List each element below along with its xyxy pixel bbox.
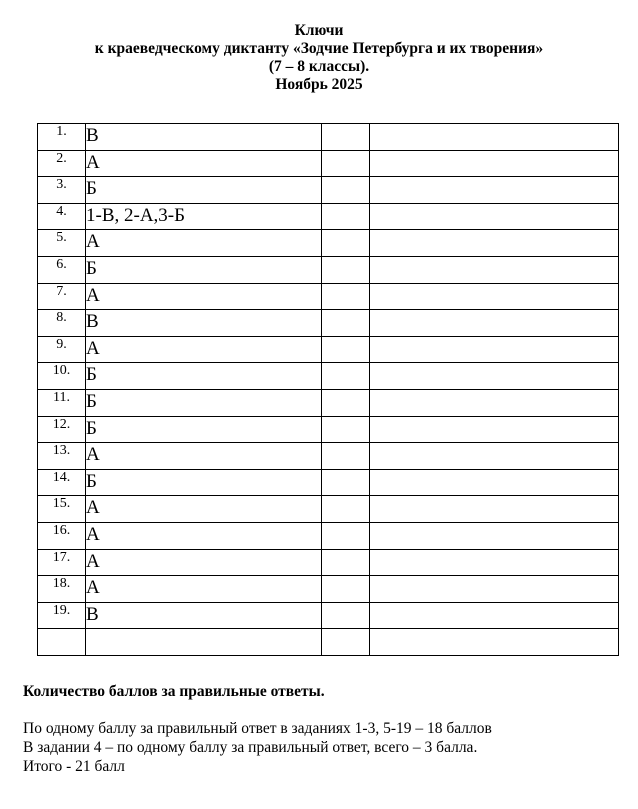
answer-cell: А (86, 522, 322, 549)
table-row (38, 469, 619, 496)
empty-cell (322, 230, 370, 257)
answer-cell: В (86, 602, 322, 629)
table-row (38, 576, 619, 603)
header-subtitle: к краеведческому диктанту «Зодчие Петербурга и их творения» (94, 40, 544, 57)
empty-cell (322, 283, 370, 310)
empty-cell (322, 389, 370, 416)
empty-cell (370, 549, 619, 576)
answer-cell: А (86, 443, 322, 470)
table-row (38, 150, 619, 177)
question-number: 15. (38, 496, 86, 523)
question-number: 2. (38, 150, 86, 177)
scoring-total: Итого - 21 балл (23, 758, 125, 775)
table-row (38, 416, 619, 443)
answer-cell: А (86, 283, 322, 310)
empty-cell (322, 522, 370, 549)
answers-table (37, 123, 619, 656)
table-row (38, 336, 619, 363)
answer-cell: А (86, 230, 322, 257)
empty-cell (322, 469, 370, 496)
empty-cell (322, 150, 370, 177)
empty-cell (322, 363, 370, 390)
answer-cell: Б (86, 469, 322, 496)
answer-cell: А (86, 150, 322, 177)
question-number: 14. (38, 469, 86, 496)
empty-cell (370, 629, 619, 656)
question-number: 6. (38, 256, 86, 283)
empty-cell (322, 496, 370, 523)
answer-cell: В (86, 124, 322, 151)
table-row (38, 496, 619, 523)
answer-cell: Б (86, 363, 322, 390)
empty-cell (370, 256, 619, 283)
empty-cell (322, 576, 370, 603)
empty-cell (322, 310, 370, 337)
answer-cell: А (86, 576, 322, 603)
empty-cell (370, 443, 619, 470)
question-number: 18. (38, 576, 86, 603)
header-date: Ноябрь 2025 (275, 76, 363, 93)
empty-cell (370, 363, 619, 390)
empty-cell (322, 416, 370, 443)
empty-cell (370, 124, 619, 151)
empty-cell (370, 602, 619, 629)
answer-cell: В (86, 310, 322, 337)
empty-cell (370, 310, 619, 337)
empty-cell (370, 336, 619, 363)
question-number: 5. (38, 230, 86, 257)
answer-cell: А (86, 496, 322, 523)
header-grade: (7 – 8 классы). (268, 58, 370, 75)
answer-cell: 1-В, 2-А,3-Б (86, 203, 322, 230)
empty-cell (322, 124, 370, 151)
table-row (38, 177, 619, 204)
question-number: 17. (38, 549, 86, 576)
empty-cell (322, 602, 370, 629)
empty-cell (370, 389, 619, 416)
question-number (38, 629, 86, 656)
empty-cell (322, 629, 370, 656)
scoring-section (23, 682, 623, 776)
table-row (38, 203, 619, 230)
empty-cell (322, 256, 370, 283)
question-number: 10. (38, 363, 86, 390)
question-number: 16. (38, 522, 86, 549)
question-number: 4. (38, 203, 86, 230)
question-number: 12. (38, 416, 86, 443)
table-row (38, 310, 619, 337)
table-row (38, 363, 619, 390)
table-row (38, 389, 619, 416)
empty-cell (322, 443, 370, 470)
answer-cell: Б (86, 177, 322, 204)
empty-cell (370, 283, 619, 310)
document-header (0, 22, 638, 94)
empty-cell (370, 416, 619, 443)
table-row (38, 283, 619, 310)
empty-cell (370, 230, 619, 257)
answers-table-body (38, 124, 619, 656)
empty-cell (370, 203, 619, 230)
header-title: Ключи (294, 22, 344, 39)
question-number: 11. (38, 389, 86, 416)
table-row (38, 230, 619, 257)
empty-cell (322, 549, 370, 576)
empty-cell (370, 150, 619, 177)
answer-cell: А (86, 549, 322, 576)
empty-cell (370, 576, 619, 603)
empty-cell (370, 522, 619, 549)
question-number: 7. (38, 283, 86, 310)
question-number: 1. (38, 124, 86, 151)
empty-cell (322, 203, 370, 230)
answer-cell: Б (86, 389, 322, 416)
empty-cell (370, 469, 619, 496)
question-number: 3. (38, 177, 86, 204)
answer-cell: Б (86, 416, 322, 443)
empty-cell (322, 177, 370, 204)
empty-cell (370, 496, 619, 523)
table-row (38, 629, 619, 656)
question-number: 19. (38, 602, 86, 629)
table-row (38, 602, 619, 629)
table-row (38, 522, 619, 549)
empty-cell (370, 177, 619, 204)
scoring-title: Количество баллов за правильные ответы. (23, 683, 325, 700)
table-row (38, 124, 619, 151)
table-row (38, 549, 619, 576)
scoring-line-2: В задании 4 – по одному баллу за правильный ответ, всего – 3 балла. (23, 739, 478, 756)
scoring-line-1: По одному баллу за правильный ответ в заданиях 1-3, 5-19 – 18 баллов (23, 720, 492, 737)
question-number: 9. (38, 336, 86, 363)
question-number: 13. (38, 443, 86, 470)
table-row (38, 256, 619, 283)
question-number: 8. (38, 310, 86, 337)
empty-cell (322, 336, 370, 363)
answer-cell: А (86, 336, 322, 363)
answer-cell: Б (86, 256, 322, 283)
table-row (38, 443, 619, 470)
answer-cell (86, 629, 322, 656)
